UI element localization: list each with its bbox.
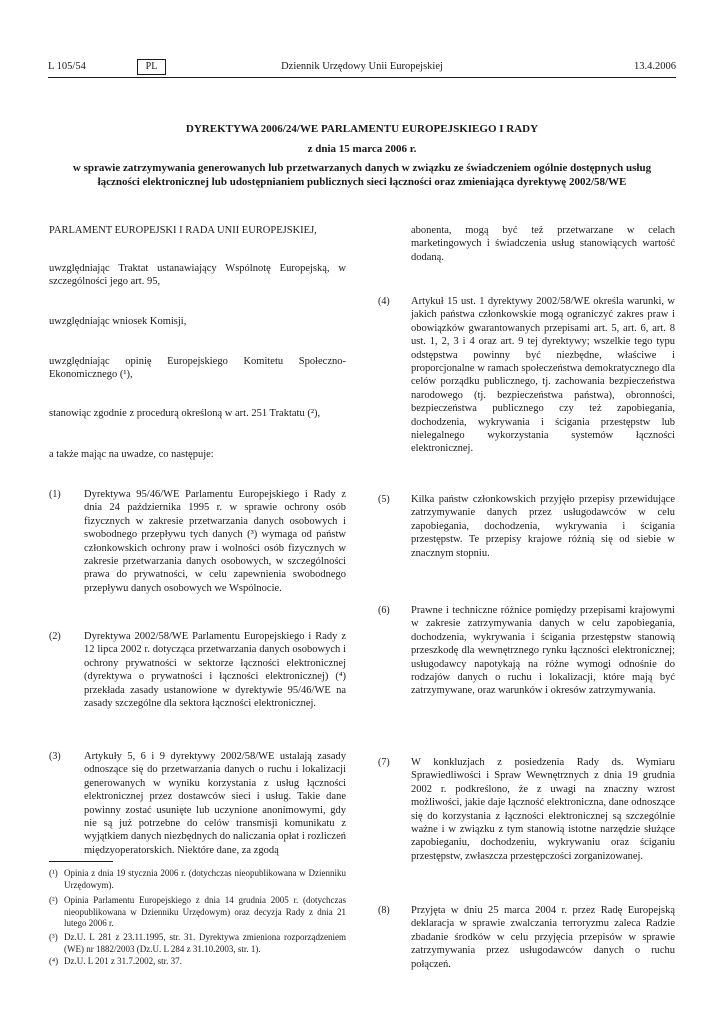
header-divider — [48, 77, 676, 78]
footnote — [49, 932, 346, 955]
journal-title: Dziennik Urzędowy Unii Europejskiej — [281, 61, 443, 72]
preamble-institutions: PARLAMENT EUROPEJSKI I RADA UNII EUROPEJSKIEJ, — [49, 225, 317, 236]
document-date: z dnia 15 marca 2006 r. — [307, 143, 417, 155]
footnote-divider — [49, 861, 113, 862]
preamble-treaty: uwzględniając Traktat ustanawiający Wspólnotę Europejską, w szczególności jego art. 95, — [49, 263, 346, 288]
recital-number: (8) — [378, 905, 390, 916]
footnote — [49, 956, 346, 968]
recital-number: (3) — [49, 751, 61, 762]
preamble-procedure: stanowiąc zgodnie z procedurą określoną w art. 251 Traktatu (²), — [49, 408, 321, 419]
footnote-mark: (⁴) — [49, 956, 59, 966]
recital-text: Dyrektywa 2002/58/WE Parlamentu Europejskiego i Rady z 12 lipca 2002 r. dotycząca przetwarzania danych osobowych i ochrony prywatności w sektorze łączności elektronicznej (dyrektywa o prywatności i łączności elektronicznej) (⁴) przekłada zasady ustanowione w dyrektywie 95/46/WE na zasady szczególne dla sektora łączności elektronicznej. — [84, 631, 346, 710]
recital-continuation: abonenta, mogą być też przetwarzane w celach marketingowych i świadczenia usług stanowiących wartość dodaną. — [411, 225, 675, 263]
publication-date: 13.4.2006 — [634, 61, 676, 72]
footnote-text: Opinia z dnia 19 stycznia 2006 r. (dotychczas nieopublikowana w Dzienniku Urzędowym). — [64, 868, 346, 890]
footnote — [49, 895, 346, 930]
recital-text: Artykuły 5, 6 i 9 dyrektywy 2002/58/WE ustalają zasady odnoszące się do przetwarzania danych o ruchu i lokalizacji generowanych w wyniku korzystania z usług łączności elektronicznej przez dostawców sieci i usług. Takie dane powinny zostać usunięte lub uczynione anonimowymi, gdy nie są już potrzebne do celów transmisji komunikatu z wyjątkiem danych niezbędnych do naliczania opłat i rozliczeń międzyoperatorskich. Niektóre dane, za zgodą — [84, 751, 346, 856]
footnote-text: Opinia Parlamentu Europejskiego z dnia 14 grudnia 2005 r. (dotychczas nieopublikowana w Dzienniku Urzędowym) oraz decyzja Rady z dnia 21 lutego 2006 r. — [64, 895, 346, 929]
recital-text: Dyrektywa 95/46/WE Parlamentu Europejskiego i Rady z dnia 24 października 1995 r. w sprawie ochrony osób fizycznych w zakresie przetwarzania danych osobowych i swobodnego przepływu tych danych (³) wymaga od państw członkowskich ochrony praw i wolności osób fizycznych w zakresie przetwarzania danych osobowych, w szczególności prawa do prywatności, w celu zapewnienia swobodnego przepływu danych osobowych we Wspólnocie. — [84, 489, 346, 594]
recital-text: Przyjęta w dniu 25 marca 2004 r. przez Radę Europejską deklaracja w sprawie zwalczania terroryzmu zaleca Radzie zbadanie środków w celu przyjęcia przepisów w sprawie zatrzymywania przez usługodawców danych o ruchu połączeń. — [411, 905, 675, 970]
document-subject: w sprawie zatrzymywania generowanych lub przetwarzanych danych w związku ze świadczeniem ogólnie dostępnych usług łączności elektronicznej lub udostępnianiem publicznych sieci łączności oraz zmieniająca dyrektywę 2002/58/WE — [72, 162, 652, 188]
footnote — [49, 868, 346, 891]
footnote-text: Dz.U. L 201 z 31.7.2002, str. 37. — [64, 956, 182, 966]
recital-number: (7) — [378, 757, 390, 768]
recital-text: Kilka państw członkowskich przyjęło przepisy przewidujące zatrzymywanie danych przez usługodawców w celu zapobiegania, dochodzenia, wykrywania i ścigania przestępstw. Te przepisy krajowe różnią się od siebie w znacznym stopniu. — [411, 494, 675, 559]
preamble-whereas: a także mając na uwadze, co następuje: — [49, 449, 214, 460]
recital-text: W konkluzjach z posiedzenia Rady ds. Wymiaru Sprawiedliwości i Spraw Wewnętrznych z dnia 19 grudnia 2002 r. podkreślono, że z uwagi na znaczny wzrost możliwości, jakie daje łączność elektroniczna, dane odnoszące się do korzystania z łączności elektronicznej są szczególnie ważne i w związku z tym stanowią istotne narzędzie służące zapobieganiu, dochodzeniu, wykrywaniu oraz ściganiu przestępstw, zwłaszcza przestępczości zorganizowanej. — [411, 757, 675, 862]
language-badge: PL — [137, 59, 166, 75]
footnote-mark: (²) — [49, 895, 58, 905]
recital-number: (1) — [49, 489, 61, 500]
recital-text: Prawne i techniczne różnice pomiędzy przepisami krajowymi w zakresie zatrzymywania danych w celu zapobiegania, dochodzenia, wykrywania i ścigania przestępstw stanowią przeszkodę dla wewnętrznego rynku łączności elektronicznej; usługodawcy napotykają na różne wymogi odnośnie do rodzajów danych o ruchu i lokalizacji, które mają być zatrzymywane, oraz warunków i okresów zatrzymywania. — [411, 605, 675, 697]
preamble-commission: uwzględniając wniosek Komisji, — [49, 316, 187, 327]
recital-text: Artykuł 15 ust. 1 dyrektywy 2002/58/WE określa warunki, w jakich państwa członkowskie mogą ograniczyć zakres praw i obowiązków gwarantowanych przepisami art. 5, art. 6, art. 8 ust. 1, 2, 3 i 4 oraz art. 9 tej dyrektywy; wszelkie tego typu odstępstwa powinny być niezbędne, właściwe i proporcjonalne w ramach społeczeństwa demokratycznego dla celów porządku publicznego, tj. zachowania bezpieczeństwa narodowego (tj. bezpieczeństwa państwa), obronności, bezpieczeństwa publicznego czy też zapobiegania, dochodzenia, wykrywania i ścigania przestępstw lub nielegalnego wykorzystania systemów łączności elektronicznej. — [411, 296, 675, 455]
recital-number: (6) — [378, 605, 390, 616]
recital-number: (5) — [378, 494, 390, 505]
preamble-committee: uwzględniając opinię Europejskiego Komitetu Społeczno-Ekonomicznego (¹), — [49, 356, 346, 381]
document-title: DYREKTYWA 2006/24/WE PARLAMENTU EUROPEJSKIEGO I RADY — [185, 123, 539, 135]
footnote-mark: (³) — [49, 932, 58, 942]
footnote-mark: (¹) — [49, 868, 58, 878]
journal-reference: L 105/54 — [48, 61, 86, 72]
footnote-text: Dz.U. L 281 z 23.11.1995, str. 31. Dyrektywa zmieniona rozporządzeniem (WE) nr 1882/2003 (Dz.U. L 284 z 31.10.2003, str. 1). — [64, 932, 346, 954]
recital-number: (4) — [378, 296, 390, 307]
recital-number: (2) — [49, 631, 61, 642]
